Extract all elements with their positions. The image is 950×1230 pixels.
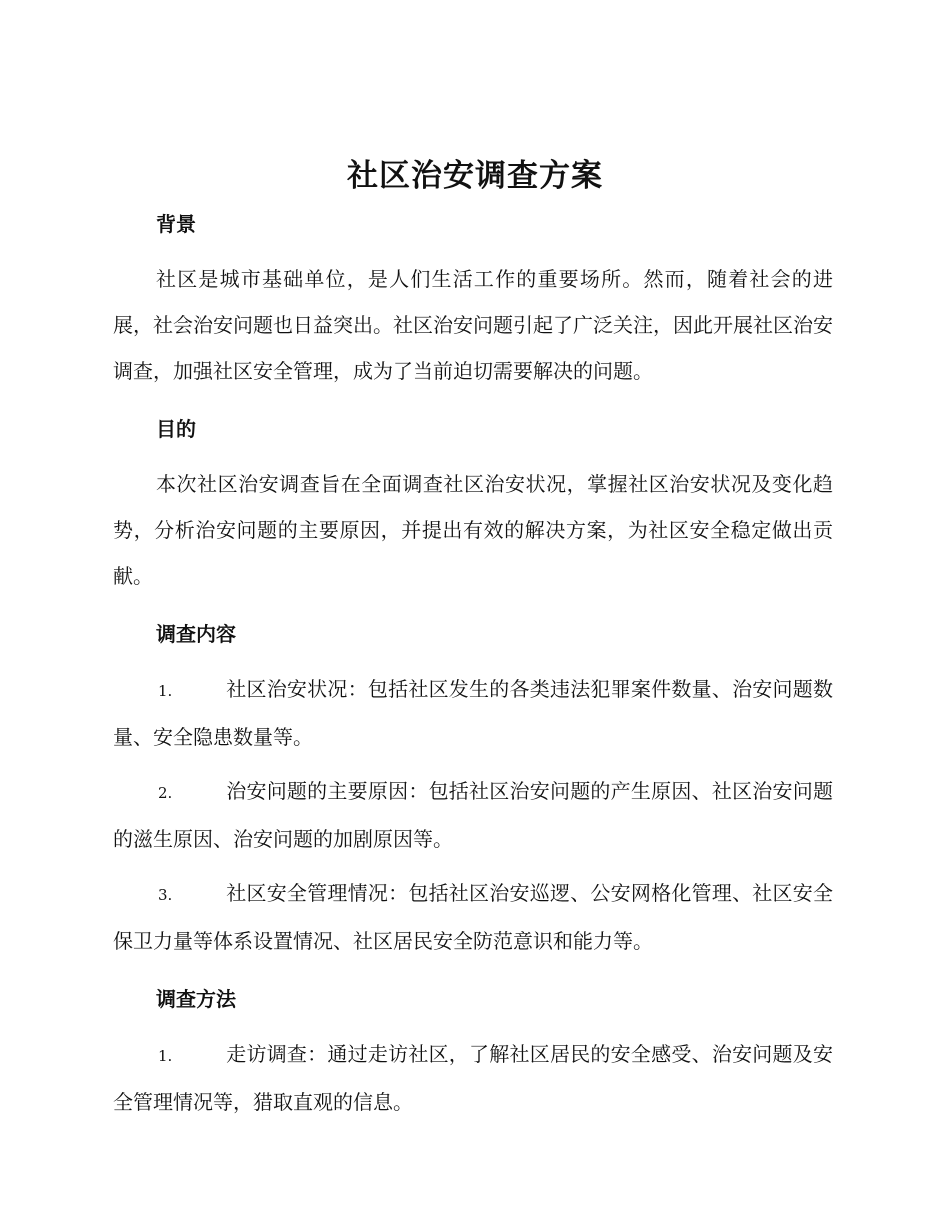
list-item-number: 1. [158,1047,173,1065]
paragraph-purpose: 本次社区治安调查旨在全面调查社区治安状况，掌握社区治安状况及变化趋势，分析治安问题的主要原因，并提出有效的解决方案，为社区安全稳定做出贡献。 [113,472,833,588]
paragraph-background: 社区是城市基础单位，是人们生活工作的重要场所。然而，随着社会的进展，社会治安问题也日益突出。社区治安问题引起了广泛关注，因此开展社区治安调查，加强社区安全管理，成为了当前迫切需要解决的问题。 [113,267,833,383]
list-item [113,768,833,862]
list-item [113,1031,833,1125]
section-heading-survey-content: 调查内容 [156,622,236,646]
list-item-text: 治安问题的主要原因：包括社区治安问题的产生原因、社区治安问题的滋生原因、治安问题的加剧原因等。 [113,779,833,851]
section-heading-background: 背景 [156,212,196,236]
list-item [113,666,833,760]
document-title: 社区治安调查方案 [347,158,603,194]
list-item [113,870,833,964]
list-item-number: 2. [158,784,173,802]
list-item-text: 走访调查：通过走访社区，了解社区居民的安全感受、治安问题及安全管理情况等，猎取直观的信息。 [113,1042,833,1114]
list-item-text: 社区治安状况：包括社区发生的各类违法犯罪案件数量、治安问题数量、安全隐患数量等。 [113,677,833,749]
section-heading-survey-method: 调查方法 [156,987,236,1011]
list-item-number: 1. [158,682,173,700]
section-heading-purpose: 目的 [156,417,196,441]
list-item-text: 社区安全管理情况：包括社区治安巡逻、公安网格化管理、社区安全保卫力量等体系设置情况、社区居民安全防范意识和能力等。 [113,881,833,953]
list-item-number: 3. [158,886,173,904]
